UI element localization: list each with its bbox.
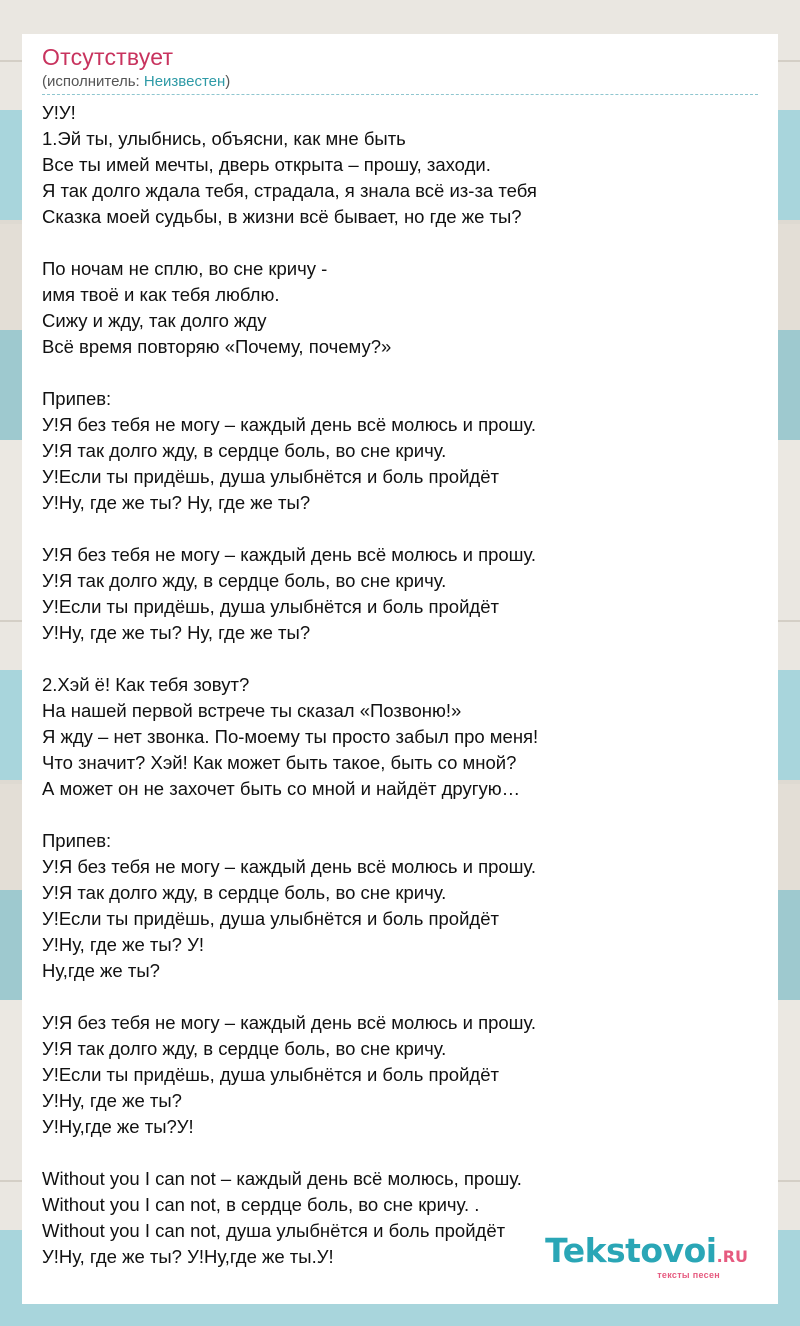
artist-line <box>42 72 758 92</box>
logo-name: Tekstovoi <box>545 1231 717 1270</box>
lyric-line: Сижу и жду, так долго жду <box>42 310 267 331</box>
artist-suffix: ) <box>225 73 231 90</box>
lyric-line: У!Я без тебя не могу – каждый день всё молюсь и прошу. <box>42 856 537 877</box>
lyric-line: 2.Хэй ё! Как тебя зовут? <box>42 674 250 695</box>
song-title: Отсутствует <box>42 44 174 70</box>
lyric-line: Что значит? Хэй! Как может быть такое, быть со мной? <box>42 752 517 773</box>
lyric-line: А может он не захочет быть со мной и найдёт другую… <box>42 778 521 799</box>
lyric-line: У!Я без тебя не могу – каждый день всё молюсь и прошу. <box>42 1012 537 1033</box>
header-divider <box>42 94 758 95</box>
lyric-line: По ночам не сплю, во сне кричу - <box>42 258 328 279</box>
lyric-line: Я жду – нет звонка. По-моему ты просто забыл про меня! <box>42 726 539 747</box>
lyric-line <box>42 802 758 828</box>
lyric-line: У!Я без тебя не могу – каждый день всё молюсь и прошу. <box>42 414 537 435</box>
logo-tagline: тексты песен <box>657 1270 720 1280</box>
lyric-line: Припев: <box>42 830 112 851</box>
artist-link[interactable]: Неизвестен <box>143 73 226 90</box>
lyric-line: У!У! <box>42 102 76 123</box>
artist-prefix: (исполнитель: <box>42 73 144 90</box>
lyric-line: Все ты имей мечты, дверь открыта – прошу, заходи. <box>42 154 491 175</box>
song-header <box>42 42 758 95</box>
lyric-line <box>42 516 758 542</box>
logo-tld: .RU <box>716 1247 748 1266</box>
lyric-line: Without you I can not, в сердце боль, во сне кричу. . <box>42 1194 480 1215</box>
lyric-line: Without you I can not – каждый день всё молюсь, прошу. <box>42 1168 522 1189</box>
logo-wordmark <box>545 1231 748 1274</box>
lyric-line <box>42 230 758 256</box>
lyric-line <box>42 984 758 1010</box>
lyrics-card <box>22 34 778 1304</box>
lyric-line: У!Я так долго жду, в сердце боль, во сне кричу. <box>42 440 447 461</box>
lyric-line: Without you I can not, душа улыбнётся и боль пройдёт <box>42 1220 506 1241</box>
lyric-line: У!Если ты придёшь, душа улыбнётся и боль пройдёт <box>42 1064 499 1085</box>
lyric-line: У!Ну,где же ты?У! <box>42 1116 194 1137</box>
lyric-line: У!Ну, где же ты? Ну, где же ты? <box>42 622 311 643</box>
lyric-line: У!Если ты придёшь, душа улыбнётся и боль пройдёт <box>42 466 499 487</box>
lyrics-body <box>42 100 758 1270</box>
lyric-line <box>42 646 758 672</box>
lyric-line: 1.Эй ты, улыбнись, объясни, как мне быть <box>42 128 406 149</box>
lyric-line: У!Я так долго жду, в сердце боль, во сне кричу. <box>42 570 447 591</box>
lyric-line: У!Я так долго жду, в сердце боль, во сне кричу. <box>42 1038 447 1059</box>
lyric-line: Ну,где же ты? <box>42 960 160 981</box>
lyric-line: У!Если ты придёшь, душа улыбнётся и боль пройдёт <box>42 908 499 929</box>
lyric-line: У!Если ты придёшь, душа улыбнётся и боль пройдёт <box>42 596 499 617</box>
lyric-line: У!Ну, где же ты? Ну, где же ты? <box>42 492 311 513</box>
lyric-line: Всё время повторяю «Почему, почему?» <box>42 336 392 357</box>
lyric-line <box>42 360 758 386</box>
lyric-line: У!Я без тебя не могу – каждый день всё молюсь и прошу. <box>42 544 537 565</box>
lyric-line: На нашей первой встрече ты сказал «Позвоню!» <box>42 700 462 721</box>
lyric-line: Сказка моей судьбы, в жизни всё бывает, но где же ты? <box>42 206 522 227</box>
site-logo[interactable] <box>545 1231 748 1280</box>
lyric-line: Припев: <box>42 388 112 409</box>
lyric-line: У!Я так долго жду, в сердце боль, во сне кричу. <box>42 882 447 903</box>
lyric-line: Я так долго ждала тебя, страдала, я знала всё из-за тебя <box>42 180 537 201</box>
lyric-line: У!Ну, где же ты? <box>42 1090 182 1111</box>
lyric-line: У!Ну, где же ты? У!Ну,где же ты.У! <box>42 1246 334 1267</box>
lyric-line: имя твоё и как тебя люблю. <box>42 284 280 305</box>
lyric-line: У!Ну, где же ты? У! <box>42 934 204 955</box>
lyric-line <box>42 1140 758 1166</box>
